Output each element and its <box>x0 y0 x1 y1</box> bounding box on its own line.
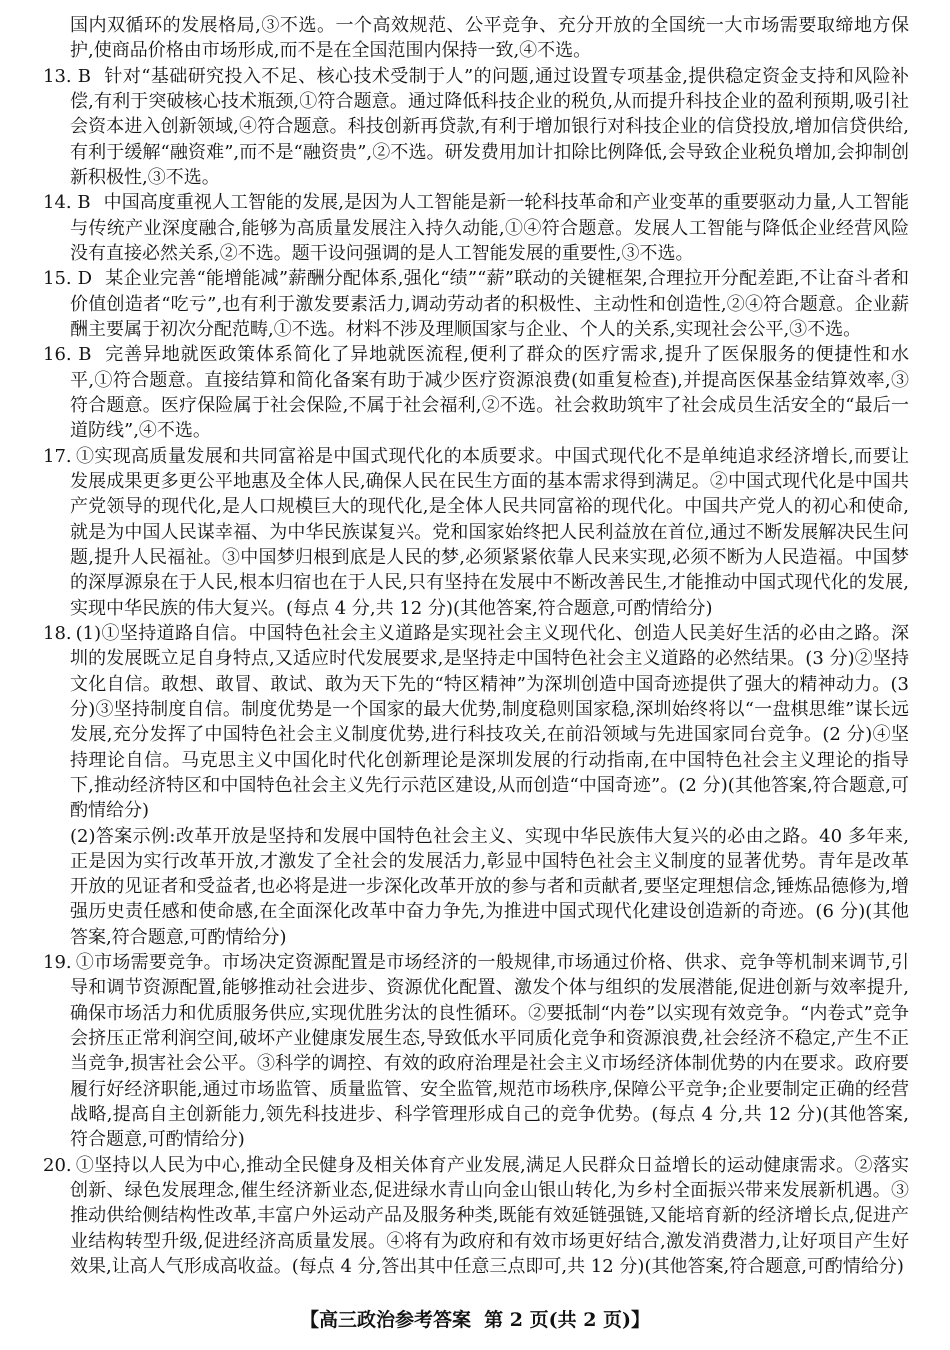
answer-text: 完善异地就医政策体系简化了异地就医流程,便利了群众的医疗需求,提升了医保服务的便捷性和水平,①符合题意。直接结算和简化备案有助于减少医疗资源浪费(如重复检查),并提高医保基金结算效率,③符合题意。医疗保险属于社会保险,不属于社会福利,②不选。社会救助筑牢了社会成员生活安全的“最后一道防线”,④不选。 <box>70 344 909 442</box>
page-footer <box>0 1305 950 1332</box>
answer-number: 14. B <box>43 192 91 214</box>
answer-text: ①市场需要竞争。市场决定资源配置是市场经济的一般规律,市场通过价格、供求、竞争等机制来调节,引导和调节资源配置,能够推动社会进步、资源优化配置、激发个体与组织的发展潜能,促进创新与效率提升,确保市场活力和优质服务供应,实现优胜劣汰的良性循环。②要抵制“内卷”以实现有效竞争。“内卷式”竞争会挤压正常利润空间,破坏产业健康发展生态,导致低水平同质化竞争和资源浪费,社会经济不稳定,产生不正当竞争,损害社会公平。③科学的调控、有效的政府治理是社会主义市场经济体制优势的内在要求。政府要履行好经济职能,通过市场监管、质量监管、安全监管,规范市场秩序,保障公平竞争;企业要制定正确的经营战略,提高自主创新能力,领先科技进步、科学管理形成自己的竞争优势。(每点 4 分,共 12 分)(其他答案,符合题意,可酌情给分) <box>70 952 909 1151</box>
answer-text: 某企业完善“能增能减”薪酬分配体系,强化“绩”“薪”联动的关键框架,合理拉开分配差距,不让奋斗者和价值创造者“吃亏”,也有利于激发要素活力,调动劳动者的积极性、主动性和创造性,②④符合题意。企业薪酬主要属于初次分配范畴,①不选。材料不涉及理顺国家与企业、个人的关系,实现社会公平,③不选。 <box>70 268 910 340</box>
answer-number: 15. D <box>43 268 93 290</box>
answer-12-continuation <box>70 13 909 64</box>
answer-number: 13. B <box>43 65 91 87</box>
answer-13 <box>43 64 909 191</box>
answer-number: 20. <box>43 1154 72 1176</box>
answer-text: ①坚持以人民为中心,推动全民健身及相关体育产业发展,满足人民群众日益增长的运动健康需求。②落实创新、绿色发展理念,催生经济新业态,促进绿水青山向金山银山转化,为乡村全面振兴带来发展新机遇。③推动供给侧结构性改革,丰富户外运动产品及服务种类,既能有效延链强链,又能培育新的经济增长点,促进产业结构转型升级,促进经济高质量发展。④将有为政府和有效市场更好结合,激发消费潜力,让好项目产生好效果,让高人气形成高收益。(每点 4 分,答出其中任意三点即可,共 12 分)(其他答案,符合题意,可酌情给分) <box>70 1154 909 1278</box>
answer-17 <box>43 444 909 621</box>
answer-14 <box>43 190 909 266</box>
footer-text: 【高三政治参考答案 第 2 页(共 2 页)】 <box>299 1309 651 1331</box>
answer-text: 国内双循环的发展格局,③不选。一个高效规范、公平竞争、充分开放的全国统一大市场需要取缔地方保护,使商品价格由市场形成,而不是在全国范围内保持一致,④不选。 <box>70 15 909 62</box>
answer-text: 中国高度重视人工智能的发展,是因为人工智能是新一轮科技革命和产业变革的重要驱动力量,人工智能与传统产业深度融合,能够为高质量发展注入持久动能,①④符合题意。发展人工智能与降低企业经营风险没有直接必然关系,②不选。题干设问强调的是人工智能发展的重要性,③不选。 <box>70 192 909 264</box>
answer-19 <box>43 950 909 1153</box>
answer-text: ①实现高质量发展和共同富裕是中国式现代化的本质要求。中国式现代化不是单纯追求经济增长,而要让发展成果更多更公平地惠及全体人民,确保人民在民生方面的基本需求得到满足。②中国式现代化是中国共产党领导的现代化,是人口规模巨大的现代化,是全体人民共同富裕的现代化。中国共产党人的初心和使命,就是为中国人民谋幸福、为中华民族谋复兴。党和国家始终把人民利益放在首位,通过不断发展解决民生问题,提升人民福祉。③中国梦归根到底是人民的梦,必须紧紧依靠人民来实现,必须不断为人民造福。中国梦的深厚源泉在于人民,根本归宿也在于人民,只有坚持在发展中不断改善民生,才能推动中国式现代化的发展,实现中华民族的伟大复兴。(每点 4 分,共 12 分)(其他答案,符合题意,可酌情给分) <box>70 445 909 619</box>
answer-number: 17. <box>43 445 72 467</box>
answer-18-part1 <box>43 621 909 824</box>
answer-15 <box>43 266 909 342</box>
answers-content <box>43 13 909 1279</box>
answer-text: (2)答案示例:改革开放是坚持和发展中国特色社会主义、实现中华民族伟大复兴的必由之路。40 多年来,正是因为实行改革开放,才激发了全社会的发展活力,彰显中国特色社会主义制度的显著优势。青年是改革开放的见证者和受益者,也必将是进一步深化改革开放的参与者和贡献者,要坚定理想信念,锤炼品德修为,增强历史责任感和使命感,在全面深化改革中奋力争先,为推进中国式现代化建设创造新的奇迹。(6 分)(其他答案,符合题意,可酌情给分) <box>70 825 909 948</box>
answer-number: 16. B <box>43 344 92 366</box>
answer-20 <box>43 1153 909 1280</box>
answer-18-part2 <box>70 824 909 951</box>
answer-16 <box>43 342 909 443</box>
answer-text: (1)①坚持道路自信。中国特色社会主义道路是实现社会主义现代化、创造人民美好生活的必由之路。深圳的发展既立足自身特点,又适应时代发展要求,是坚持走中国特色社会主义道路的必然结果。(3 分)②坚持文化自信。敢想、敢冒、敢试、敢为天下先的“特区精神”为深圳创造中国奇迹提供了强大的精神动力。(3 分)③坚持制度自信。制度优势是一个国家的最大优势,制度稳则国家稳,深圳始终将以“一盘棋思维”谋长远发展,充分发挥了中国特色社会主义制度优势,进行科技攻关,在前沿领域与先进国家同台竞争。(2 分)④坚持理论自信。马克思主义中国化时代化创新理论是深圳发展的行动指南,在中国特色社会主义理论的指导下,推动经济特区和中国特色社会主义先行示范区建设,从而创造“中国奇迹”。(2 分)(其他答案,符合题意,可酌情给分) <box>70 622 909 822</box>
answer-number: 19. <box>43 952 72 974</box>
answer-text: 针对“基础研究投入不足、核心技术受制于人”的问题,通过设置专项基金,提供稳定资金支持和风险补偿,有利于突破核心技术瓶颈,①符合题意。通过降低科技企业的税负,从而提升科技企业的盈利预期,吸引社会资本进入创新领域,④符合题意。科技创新再贷款,有利于增加银行对科技企业的信贷投放,增加信贷供给,有利于缓解“融资难”,而不是“融资贵”,②不选。研发费用加计扣除比例降低,会导致企业税负增加,会抑制创新积极性,③不选。 <box>70 65 910 188</box>
answer-number: 18. <box>43 622 72 644</box>
